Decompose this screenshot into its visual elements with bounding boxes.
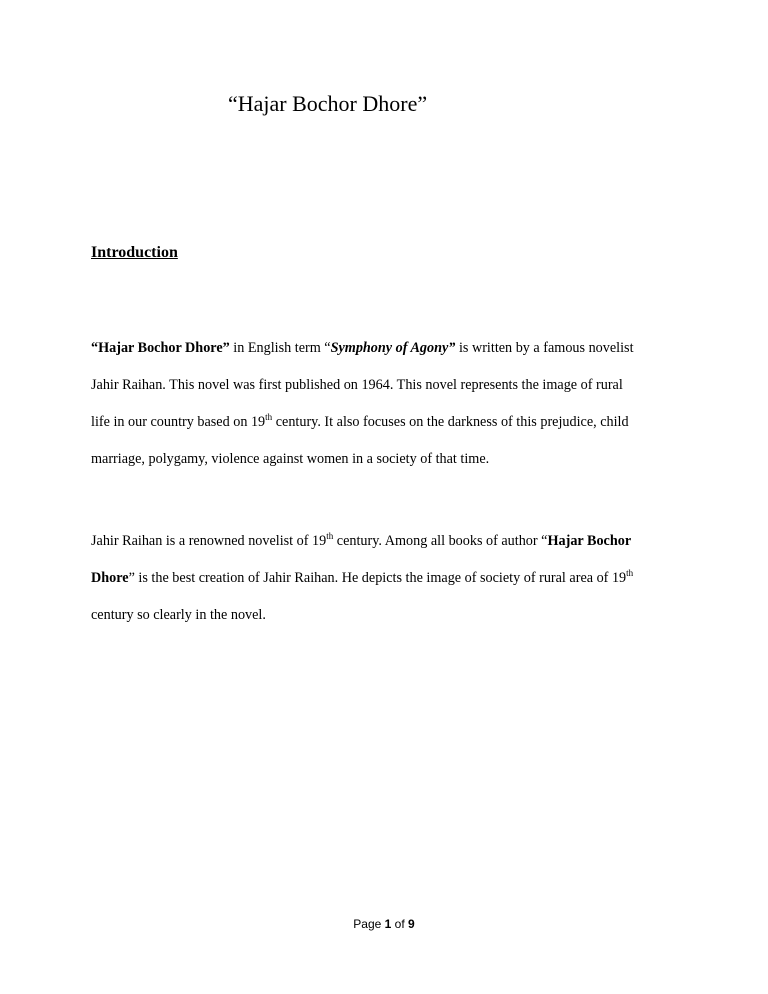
superscript: th <box>626 568 634 578</box>
current-page-number: 1 <box>384 917 392 931</box>
page-number <box>353 916 414 932</box>
paragraph-1-line-3 <box>91 404 681 441</box>
novel-title-bold: “Hajar Bochor Dhore” <box>91 340 230 356</box>
text-run: century. It also focuses on the darkness of this prejudice, child <box>272 414 629 430</box>
text-run: in English term “ <box>229 340 331 356</box>
superscript: th <box>326 531 334 541</box>
text-run: century. Among all books of author “ <box>333 533 548 549</box>
document-title: “Hajar Bochor Dhore” <box>228 91 428 116</box>
paragraph-2-line-1 <box>91 523 681 560</box>
novel-title-bold: Hajar Bochor <box>547 533 632 549</box>
text-run: ” is the best creation of Jahir Raihan. He depicts the image of society of rural area of 19 <box>128 570 627 586</box>
paragraph-1-line-4: marriage, polygamy, violence against women in a society of that time. <box>91 451 490 467</box>
paragraph-1-line-1 <box>91 330 681 367</box>
paragraph-2-line-3: century so clearly in the novel. <box>91 607 266 623</box>
paragraph-1 <box>91 330 681 478</box>
paragraph-1-line-2: Jahir Raihan. This novel was first published on 1964. This novel represents the image of rural <box>91 377 623 393</box>
of-label: of <box>394 917 405 931</box>
section-heading-introduction: Introduction <box>91 244 178 261</box>
english-title-bold-italic: Symphony of Agony” <box>330 340 456 356</box>
total-pages-number: 9 <box>408 917 415 931</box>
page-footer <box>0 916 768 932</box>
paragraph-2-line-2 <box>91 560 681 597</box>
text-run: Jahir Raihan is a renowned novelist of 19 <box>91 533 327 549</box>
paragraph-2 <box>91 523 681 634</box>
page-label: Page <box>353 917 382 931</box>
text-run: is written by a famous novelist <box>455 340 634 356</box>
novel-title-bold: Dhore <box>91 570 129 586</box>
text-run: life in our country based on 19 <box>91 414 266 430</box>
superscript: th <box>265 412 273 422</box>
